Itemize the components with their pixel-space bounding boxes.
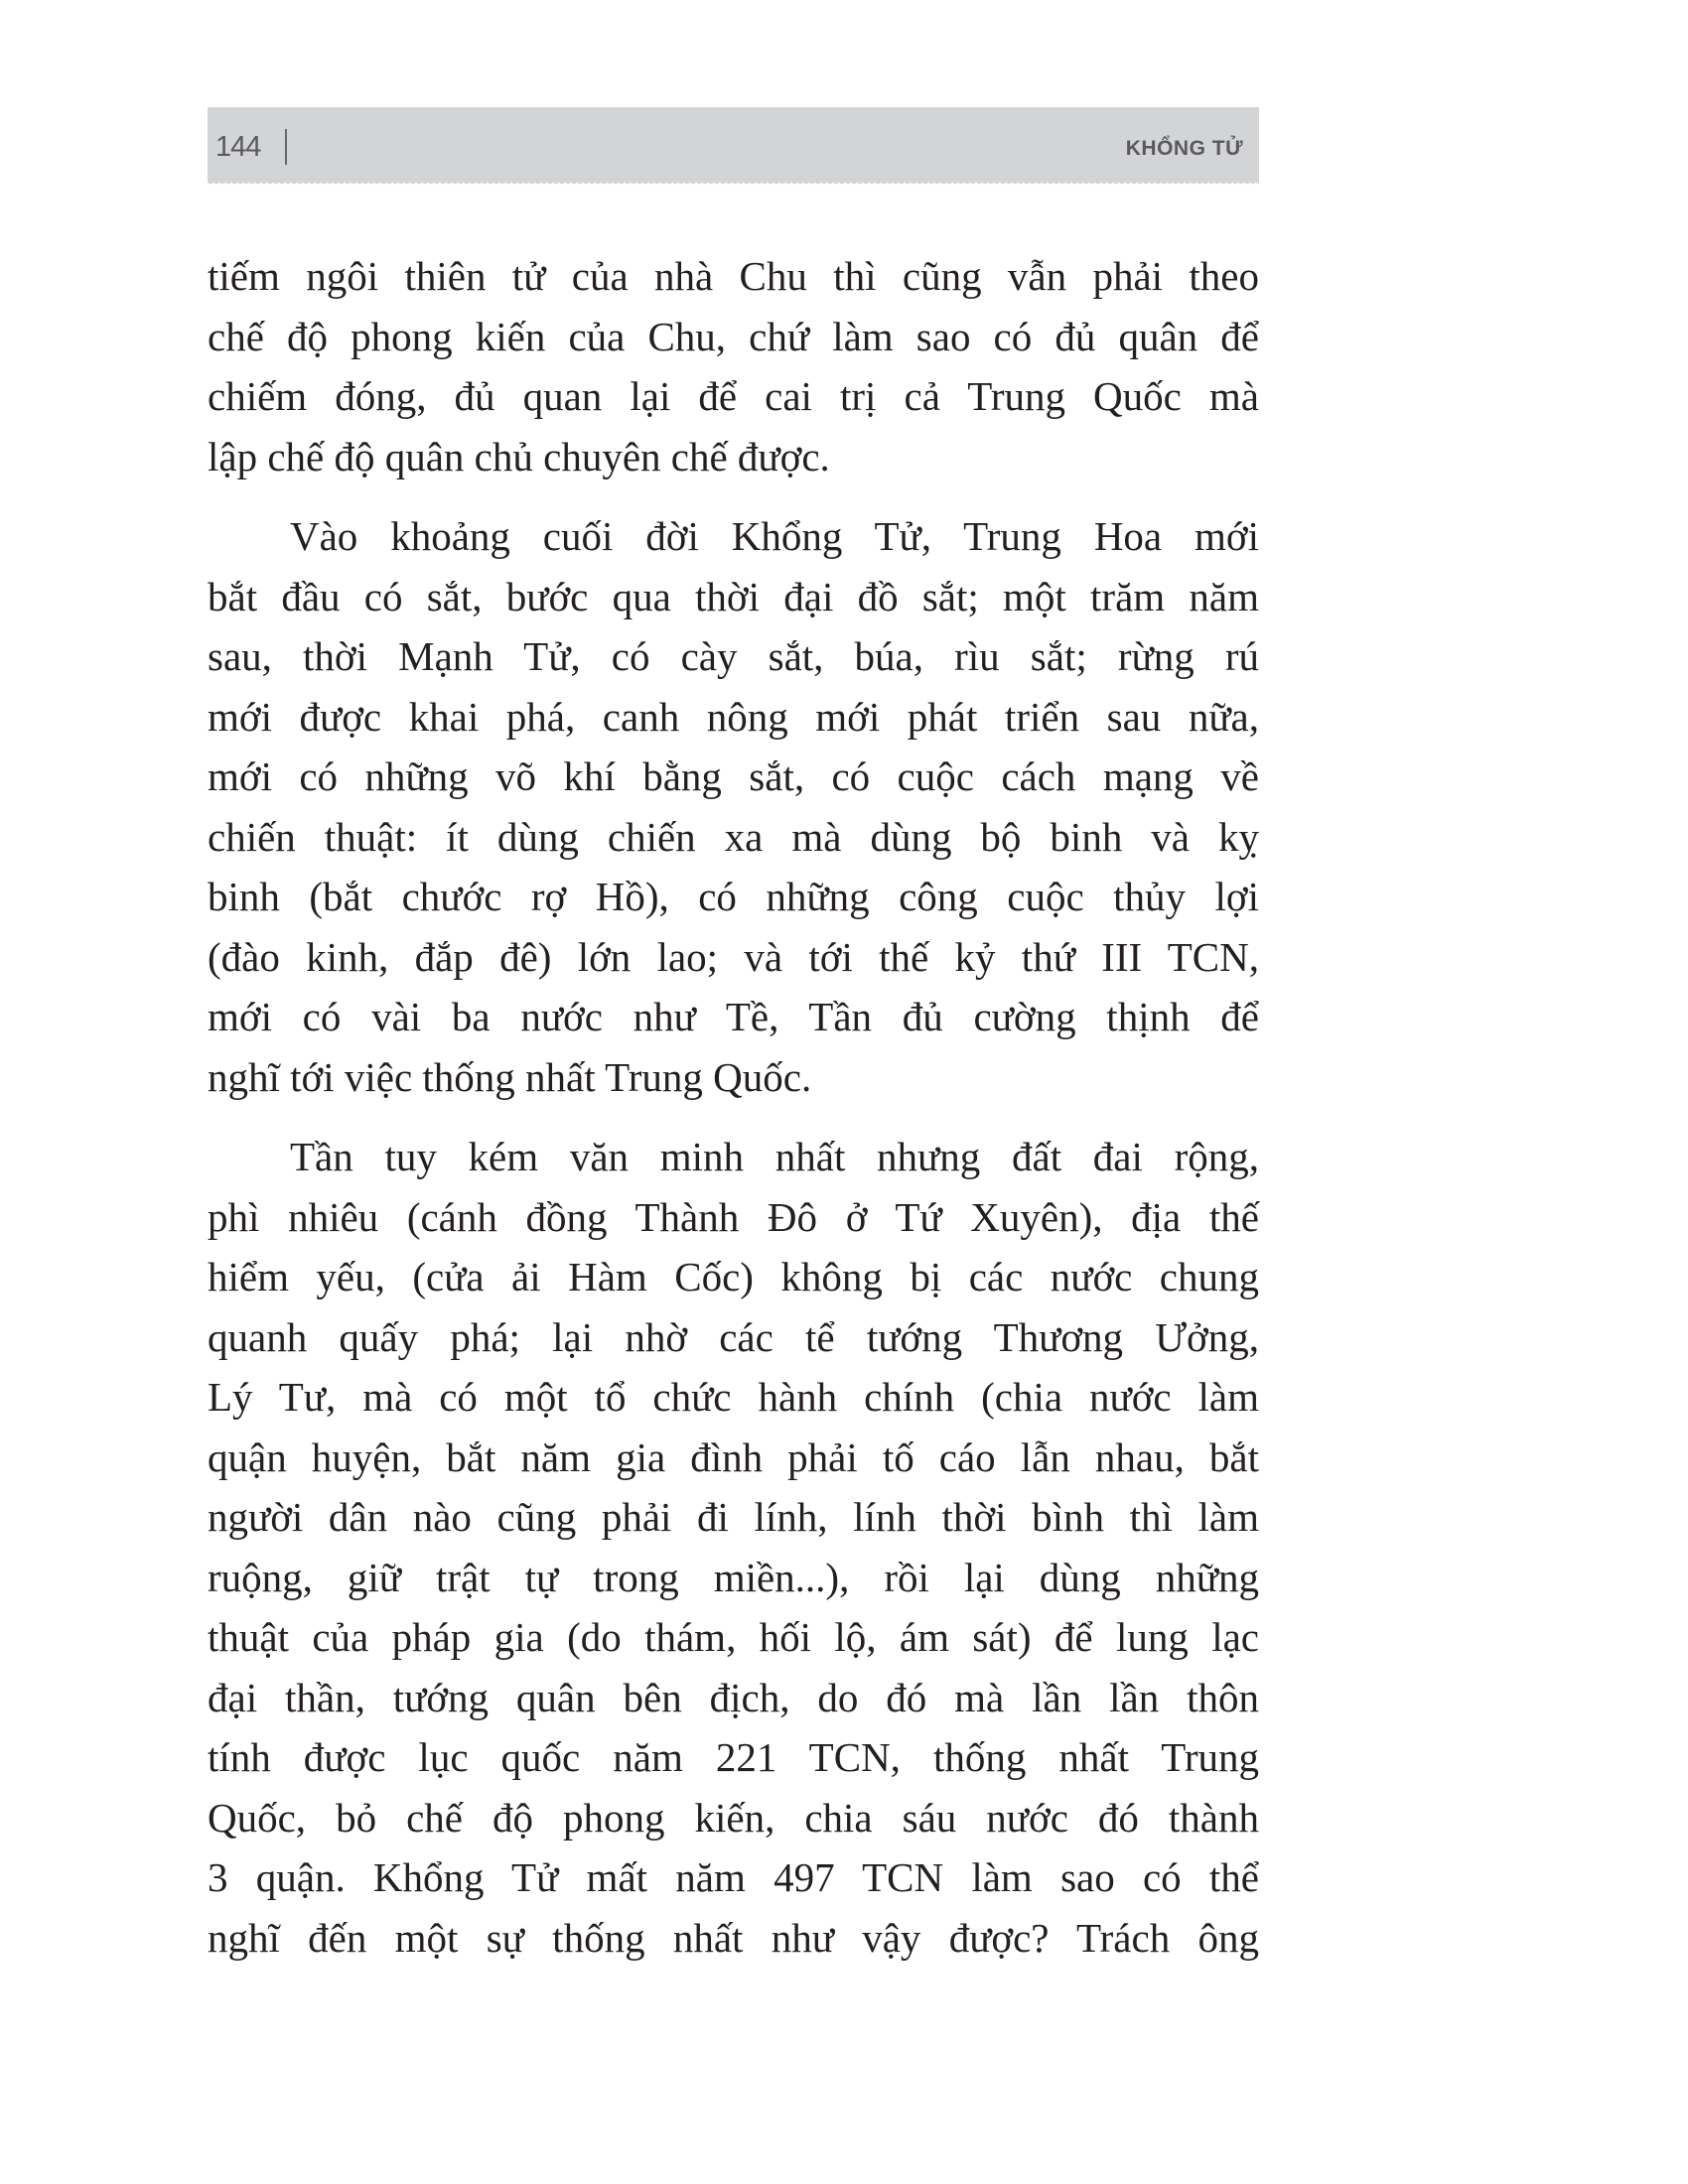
paragraph: [208, 1127, 1259, 1968]
page-number: 144: [215, 131, 261, 163]
text-line: ruộng, giữ trật tự trong miền...), rồi lại dùng những: [208, 1554, 1259, 1600]
body-text: [208, 246, 1259, 1987]
text-line: Tần tuy kém văn minh nhất nhưng đất đai rộng,: [290, 1134, 1259, 1179]
text-line: Quốc, bỏ chế độ phong kiến, chia sáu nước đó thành: [208, 1794, 1259, 1841]
text-line: mới được khai phá, canh nông mới phát triển sau nữa,: [208, 693, 1259, 740]
text-line: quanh quấy phá; lại nhờ các tể tướng Thương Ưởng,: [208, 1313, 1259, 1360]
text-line: hiểm yếu, (cửa ải Hàm Cốc) không bị các nước chung: [208, 1254, 1259, 1299]
text-line: người dân nào cũng phải đi lính, lính thời bình thì làm: [208, 1494, 1259, 1540]
text-line: đại thần, tướng quân bên địch, do đó mà lần lần thôn: [208, 1674, 1259, 1720]
text-line: binh (bắt chước rợ Hồ), có những công cuộc thủy lợi: [208, 874, 1259, 919]
text-line: thuật của pháp gia (do thám, hối lộ, ám sát) để lung lạc: [208, 1614, 1259, 1660]
text-line: mới có vài ba nước như Tề, Tần đủ cường thịnh để: [208, 994, 1259, 1039]
text-line: Vào khoảng cuối đời Khổng Tử, Trung Hoa mới: [290, 513, 1259, 559]
header-divider: [285, 129, 287, 165]
text-line: chiến thuật: ít dùng chiến xa mà dùng bộ binh và kỵ: [208, 813, 1259, 860]
text-line: Lý Tư, mà có một tổ chức hành chính (chia nước làm: [208, 1374, 1259, 1420]
text-line: tiếm ngôi thiên tử của nhà Chu thì cũng vẫn phải theo: [208, 253, 1259, 299]
text-line: tính được lục quốc năm 221 TCN, thống nhất Trung: [208, 1734, 1259, 1780]
text-line: chế độ phong kiến của Chu, chứ làm sao có đủ quân để: [208, 313, 1259, 359]
text-line: quận huyện, bắt năm gia đình phải tố cáo lẫn nhau, bắt: [208, 1433, 1259, 1480]
text-line: bắt đầu có sắt, bước qua thời đại đồ sắt; một trăm năm: [208, 573, 1259, 619]
running-header: [208, 107, 1259, 181]
text-line: chiếm đóng, đủ quan lại để cai trị cả Trung Quốc mà: [208, 373, 1259, 419]
text-line: sau, thời Mạnh Tử, có cày sắt, búa, rìu sắt; rừng rú: [208, 633, 1259, 679]
text-line: (đào kinh, đắp đê) lớn lao; và tới thế kỷ thứ III TCN,: [208, 933, 1259, 980]
running-title: KHỔNG TỬ: [1125, 137, 1243, 160]
text-line: nghĩ đến một sự thống nhất như vậy được? Trách ông: [208, 1914, 1259, 1961]
paragraph: [208, 246, 1259, 486]
paragraph: [208, 506, 1259, 1107]
text-line: lập chế độ quân chủ chuyên chế được.: [208, 433, 830, 479]
text-line: phì nhiêu (cánh đồng Thành Đô ở Tứ Xuyên), địa thế: [208, 1193, 1259, 1240]
text-line: mới có những võ khí bằng sắt, có cuộc cách mạng về: [208, 753, 1259, 799]
text-line: nghĩ tới việc thống nhất Trung Quốc.: [208, 1053, 812, 1100]
text-line: 3 quận. Khổng Tử mất năm 497 TCN làm sao có thể: [208, 1854, 1259, 1900]
